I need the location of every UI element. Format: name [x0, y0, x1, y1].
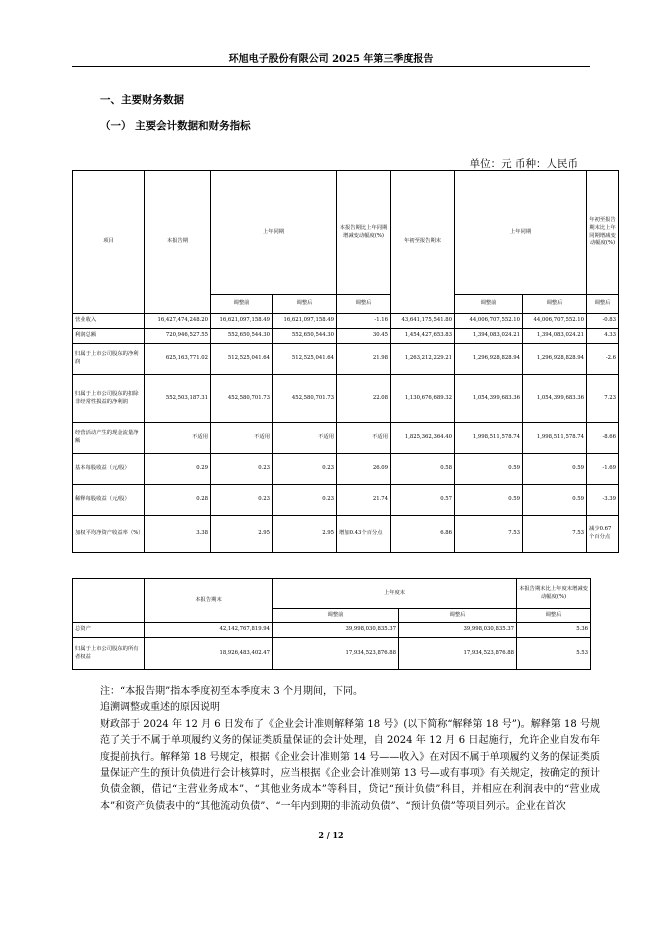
cell: 512,525,041.64: [211, 344, 273, 375]
cell: 39,998,030,835.37: [273, 623, 399, 638]
cell: 452,580,701.73: [211, 375, 273, 423]
subsection-title: （一） 主要会计数据和财务指标: [100, 120, 251, 132]
th-change: 本报告期比上年同期增减变动幅度(%): [337, 171, 391, 295]
cell: 0.58: [391, 454, 455, 485]
th-current-end: 本报告期末: [145, 579, 273, 623]
cell: 不适用: [145, 423, 211, 454]
th-blank: [73, 579, 145, 623]
cell: 7.53: [455, 516, 523, 553]
cell: 0.23: [273, 485, 337, 516]
section-title: 一、主要财务数据: [100, 94, 184, 106]
th-after: 调整后: [587, 295, 619, 314]
cell: 44,006,707,552.10: [455, 314, 523, 329]
th-after: 调整后: [399, 609, 517, 623]
th-after: 调整后: [273, 295, 337, 314]
note: 注：“本报告期”指本季度初至本季度末 3 个月期间，下同。: [100, 686, 363, 697]
cell: 512,525,041.64: [273, 344, 337, 375]
cell: 17,934,523,876.88: [399, 638, 517, 670]
table-row: [73, 623, 591, 638]
balance-sheet-table: [72, 578, 591, 670]
th-after: 调整后: [337, 295, 391, 314]
cell: 21.98: [337, 344, 391, 375]
cell: 0.28: [145, 485, 211, 516]
cell: 0.23: [211, 454, 273, 485]
cell: 22.08: [337, 375, 391, 423]
cell: 1,454,427,653.83: [391, 329, 455, 344]
cell: 39,998,030,835.37: [399, 623, 517, 638]
cell: 0.29: [145, 454, 211, 485]
financial-indicators-table: [72, 170, 619, 553]
cell: -1.16: [337, 314, 391, 329]
cell: 0.59: [455, 485, 523, 516]
cell: -1.69: [587, 454, 619, 485]
cell: 44,006,707,552.10: [523, 314, 587, 329]
th-before: 调整前: [211, 295, 273, 314]
cell: 552,503,187.31: [145, 375, 211, 423]
table-row: [73, 454, 619, 485]
cell: 5.36: [517, 623, 591, 638]
cell: 1,998,511,578.74: [455, 423, 523, 454]
cell: 1,998,511,578.74: [523, 423, 587, 454]
cell: -2.6: [587, 344, 619, 375]
th-prior-ytd: 上年同期: [455, 171, 587, 295]
th-ytd-change: 年初至报告期末比上年同期增减变动幅度(%): [587, 171, 619, 295]
cell: 1,054,399,683.36: [523, 375, 587, 423]
th-after: 调整后: [517, 609, 591, 623]
row-label: 稀释每股收益（元/股）: [73, 485, 145, 516]
table-row: [73, 329, 619, 344]
cell: 6.86: [391, 516, 455, 553]
cell: -3.39: [587, 485, 619, 516]
cell: 7.23: [587, 375, 619, 423]
cell: 43,641,175,541.80: [391, 314, 455, 329]
cell: 1,130,676,689.32: [391, 375, 455, 423]
cell: 720,946,527.55: [145, 329, 211, 344]
table-row: [73, 516, 619, 553]
cell: 26.09: [337, 454, 391, 485]
unit-label: 单位：元 币种：人民币: [469, 158, 578, 170]
row-label: 利润总额: [73, 329, 145, 344]
paragraph: 财政部于 2024 年 12 月 6 日发布了《企业会计准则解释第 18 号》(以下简称“解释第 18 号”)。解释第 18 号规范了关于不属于单项履约义务的保证类质量保证的会计处理，自 2024 年 12 月 6 日起施行，允许企业自发布年度提前执行。解释第 18 号规定，根据《企业会计准则第 14 号——收入》在对因不属于单项履约义务的保证类质量保证产生的预计负债进行会计核算时，应当根据《企业会计准则第 13 号—或有事项》有关规定，按确定的预计负债金额，借记“主营业务成本”、“其他业务成本”等科目，贷记“预计负债”科目，并相应在利润表中的“营业成本”和资产负债表中的“其他流动负债”、“一年内到期的非流动负债”、“预计负债”等项目列示。企业在首次: [100, 718, 600, 812]
cell: 7.53: [523, 516, 587, 553]
cell: 625,163,771.02: [145, 344, 211, 375]
row-label: 归属于上市公司股东的净利润: [73, 344, 145, 375]
cell: 0.57: [391, 485, 455, 516]
header-divider: [72, 66, 590, 67]
table-row: [73, 314, 619, 329]
cell: 552,650,544.30: [211, 329, 273, 344]
cell: 0.59: [523, 485, 587, 516]
cell: -0.83: [587, 314, 619, 329]
table-row: [73, 344, 619, 375]
cell: 1,394,083,024.21: [523, 329, 587, 344]
cell: 不适用: [211, 423, 273, 454]
cell: 2.95: [273, 516, 337, 553]
th-item: 项目: [73, 171, 145, 314]
cell: 减少0.67个百分点: [587, 516, 619, 553]
report-header: 环旭电子股份有限公司 2025 年第三季度报告: [228, 54, 434, 65]
cell: 3.38: [145, 516, 211, 553]
row-label: 总资产: [73, 623, 145, 638]
row-label: 归属于上市公司股东的所有者权益: [73, 638, 145, 670]
cell: 16,427,474,248.20: [145, 314, 211, 329]
cell: 2.95: [211, 516, 273, 553]
th-before: 调整前: [273, 609, 399, 623]
row-label: 经营活动产生的现金流量净额: [73, 423, 145, 454]
cell: 452,580,701.73: [273, 375, 337, 423]
cell: 0.23: [211, 485, 273, 516]
cell: 0.23: [273, 454, 337, 485]
row-label: 基本每股收益（元/股）: [73, 454, 145, 485]
row-label: 加权平均净资产收益率（%）: [73, 516, 145, 553]
cell: 16,621,097,158.49: [211, 314, 273, 329]
cell: 1,296,928,828.94: [455, 344, 523, 375]
table-row: [73, 485, 619, 516]
cell: 18,926,483,402.47: [145, 638, 273, 670]
cell: 16,621,097,158.49: [273, 314, 337, 329]
cell: 1,825,362,364.40: [391, 423, 455, 454]
th-prior-end: 上年度末: [273, 579, 517, 609]
row-label: 归属于上市公司股东的扣除非经常性损益的净利润: [73, 375, 145, 423]
cell: 17,934,523,876.88: [273, 638, 399, 670]
cell: 1,296,928,828.94: [523, 344, 587, 375]
cell: -8.66: [587, 423, 619, 454]
cell: 不适用: [337, 423, 391, 454]
cell: 不适用: [273, 423, 337, 454]
cell: 21.74: [337, 485, 391, 516]
th-after: 调整后: [523, 295, 587, 314]
cell: 5.53: [517, 638, 591, 670]
th-prior: 上年同期: [211, 171, 337, 295]
table-row: [73, 375, 619, 423]
cell: 1,054,399,683.36: [455, 375, 523, 423]
body-text: [100, 684, 600, 815]
cell: 1,394,083,024.21: [455, 329, 523, 344]
cell: 4.33: [587, 329, 619, 344]
reason-title: 追溯调整或重述的原因说明: [100, 702, 220, 714]
cell: 30.45: [337, 329, 391, 344]
th-change: 本报告期末比上年度末增减变动幅度(%): [517, 579, 591, 609]
th-current: 本报告期: [145, 171, 211, 314]
th-before: 调整前: [455, 295, 523, 314]
cell: 增加0.43个百分点: [337, 516, 391, 553]
cell: 552,650,544.30: [273, 329, 337, 344]
row-label: 营业收入: [73, 314, 145, 329]
cell: 1,263,212,229.21: [391, 344, 455, 375]
th-ytd: 年初至报告期末: [391, 171, 455, 314]
table-row: [73, 638, 591, 670]
cell: 0.59: [455, 454, 523, 485]
cell: 42,142,767,819.94: [145, 623, 273, 638]
cell: 0.59: [523, 454, 587, 485]
table-row: [73, 423, 619, 454]
page-number: 2 / 12: [318, 830, 344, 840]
